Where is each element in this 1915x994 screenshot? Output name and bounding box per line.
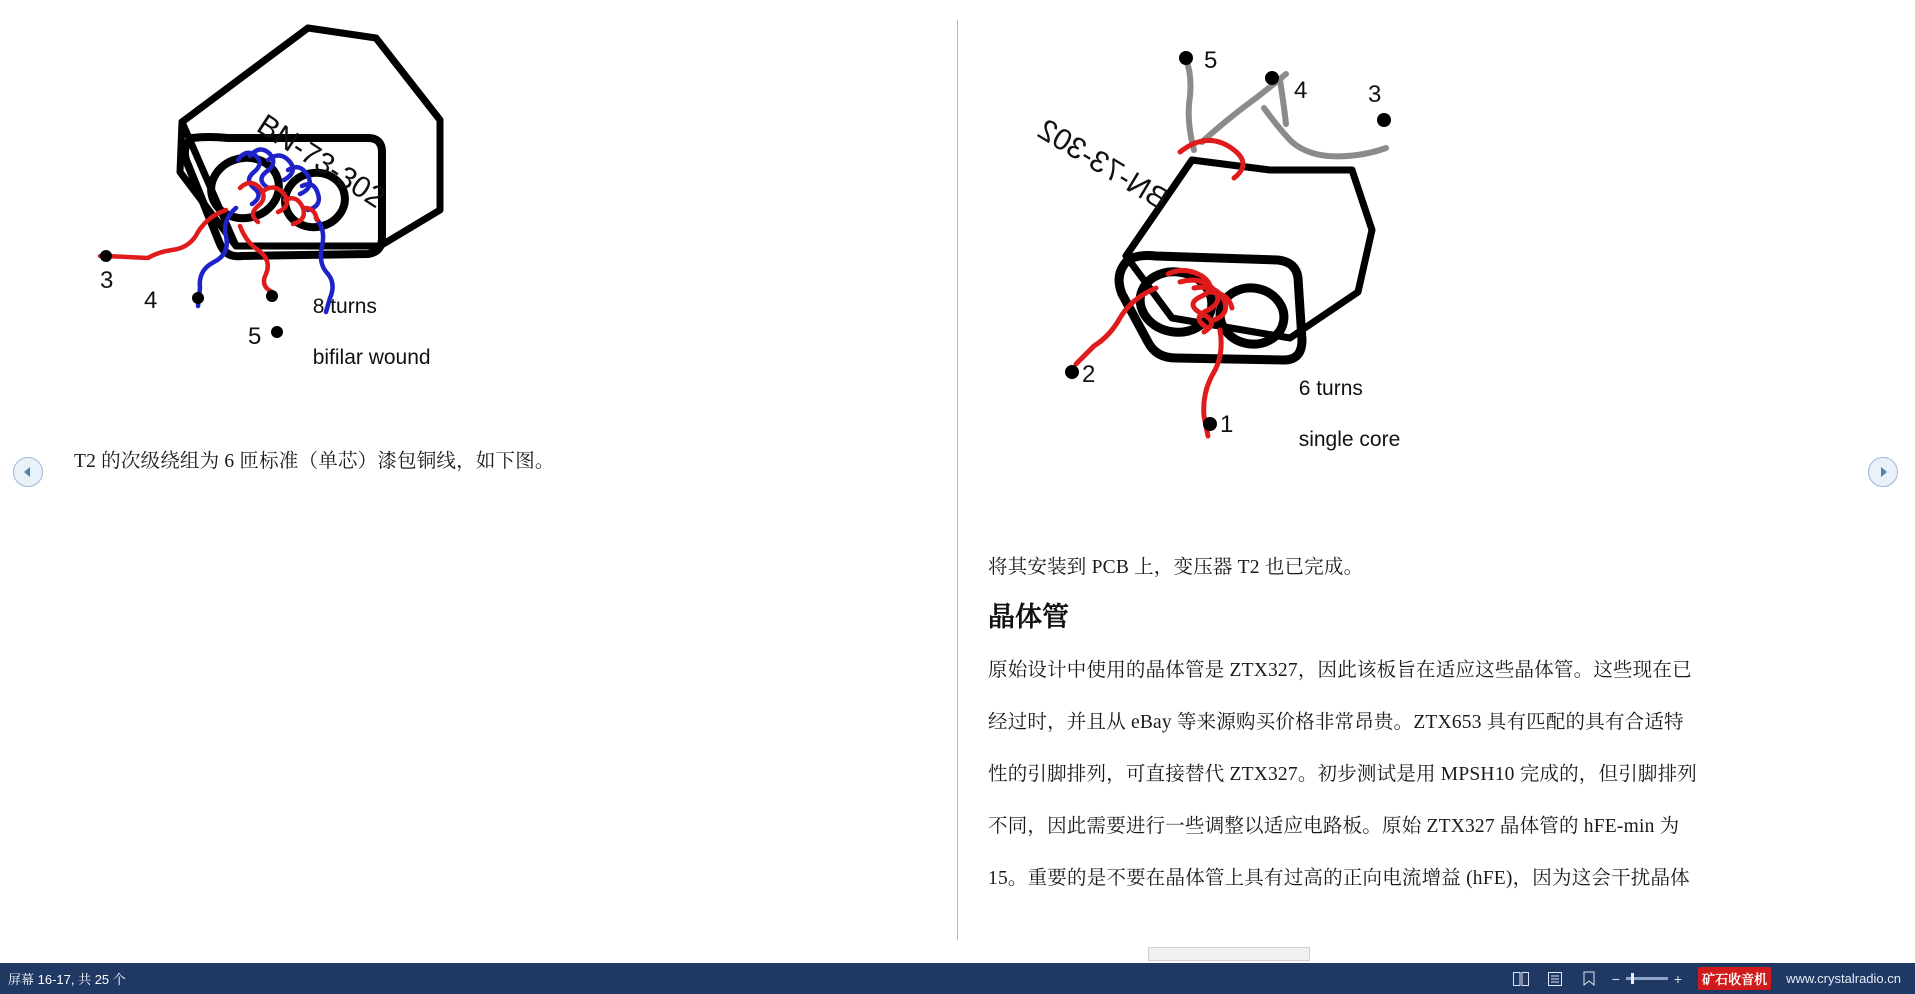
- chevron-right-icon: [1877, 466, 1889, 478]
- annotation-line-2: bifilar wound: [312, 345, 431, 369]
- single-page-view-icon[interactable]: [1542, 968, 1568, 990]
- terminal-dot-2: [1065, 365, 1079, 379]
- right-page-caption: 将其安装到 PCB 上，变压器 T2 也已完成。: [988, 557, 1364, 578]
- annotation-line-1: 6 turns: [1298, 376, 1363, 400]
- terminal-dot-3: [100, 250, 112, 262]
- brand-site-url: www.crystalradio.cn: [1786, 971, 1901, 986]
- body-paragraph-line-4: 不同，因此需要进行一些调整以适应电路板。原始 ZTX327 晶体管的 hFE-min 为: [988, 816, 1680, 837]
- next-page-arrow[interactable]: [1868, 457, 1898, 487]
- terminal-label-4: 4: [1294, 77, 1308, 104]
- annotation-line-2: single core: [1298, 427, 1401, 451]
- terminal-label-3: 3: [100, 267, 114, 294]
- zoom-out-button[interactable]: −: [1611, 970, 1620, 987]
- zoom-control[interactable]: [1606, 971, 1688, 987]
- terminal-dot-1: [1203, 417, 1217, 431]
- terminal-label-3: 3: [1368, 81, 1382, 108]
- figure-annotation-left: [266, 268, 431, 396]
- terminal-label-5: 5: [248, 323, 262, 350]
- body-paragraph-line-1: 原始设计中使用的晶体管是 ZTX327，因此该板旨在适应这些晶体管。这些现在已: [988, 660, 1692, 681]
- core-label: BN-73-302: [1032, 112, 1174, 217]
- bookmark-icon[interactable]: [1576, 968, 1602, 990]
- status-bar: [0, 963, 1915, 994]
- two-page-view-icon[interactable]: [1508, 968, 1534, 990]
- left-page-caption: T2 的次级绕组为 6 匝标准（单芯）漆包铜线，如下图。: [74, 451, 555, 472]
- core-label: BN-73-302: [251, 108, 391, 215]
- terminal-dot-5: [1179, 51, 1193, 65]
- prev-page-arrow[interactable]: [13, 457, 43, 487]
- figure-t2-single-core: [980, 20, 1560, 530]
- body-paragraph-line-3: 性的引脚排列，可直接替代 ZTX327。初步测试是用 MPSH10 完成的，但引脚排列: [988, 764, 1697, 785]
- brand-badge: [1698, 967, 1776, 990]
- terminal-label-1: 1: [1220, 411, 1234, 438]
- terminal-dot-4: [1265, 71, 1279, 85]
- page-status-label: 屏幕 16-17, 共 25 个: [8, 972, 126, 987]
- body-paragraph-line-5: 15。重要的是不要在晶体管上具有过高的正向电流增益 (hFE)，因为这会干扰晶体: [988, 868, 1690, 889]
- terminal-dot-4: [192, 292, 204, 304]
- zoom-in-button[interactable]: +: [1673, 970, 1683, 987]
- terminal-label-5: 5: [1204, 47, 1218, 74]
- chevron-left-icon: [22, 466, 34, 478]
- section-heading-transistors: 晶体管: [988, 602, 1069, 632]
- figure-t1-bifilar: [40, 10, 600, 430]
- figure-annotation-right: [1252, 350, 1400, 478]
- horizontal-scrollbar-track[interactable]: [957, 946, 1914, 963]
- zoom-slider-handle[interactable]: [1631, 973, 1634, 984]
- annotation-line-1: 8 turns: [312, 294, 377, 318]
- horizontal-scrollbar-thumb[interactable]: [1148, 947, 1310, 961]
- terminal-dot-3: [1377, 113, 1391, 127]
- page-divider: [957, 20, 958, 940]
- terminal-label-2: 2: [1082, 361, 1096, 388]
- brand-label-cn: 矿石收音机: [1698, 967, 1771, 990]
- body-paragraph-line-2: 经过时，并且从 eBay 等来源购买价格非常昂贵。ZTX653 具有匹配的具有合适特: [988, 712, 1684, 733]
- zoom-slider[interactable]: [1626, 977, 1668, 980]
- terminal-label-4: 4: [144, 287, 158, 314]
